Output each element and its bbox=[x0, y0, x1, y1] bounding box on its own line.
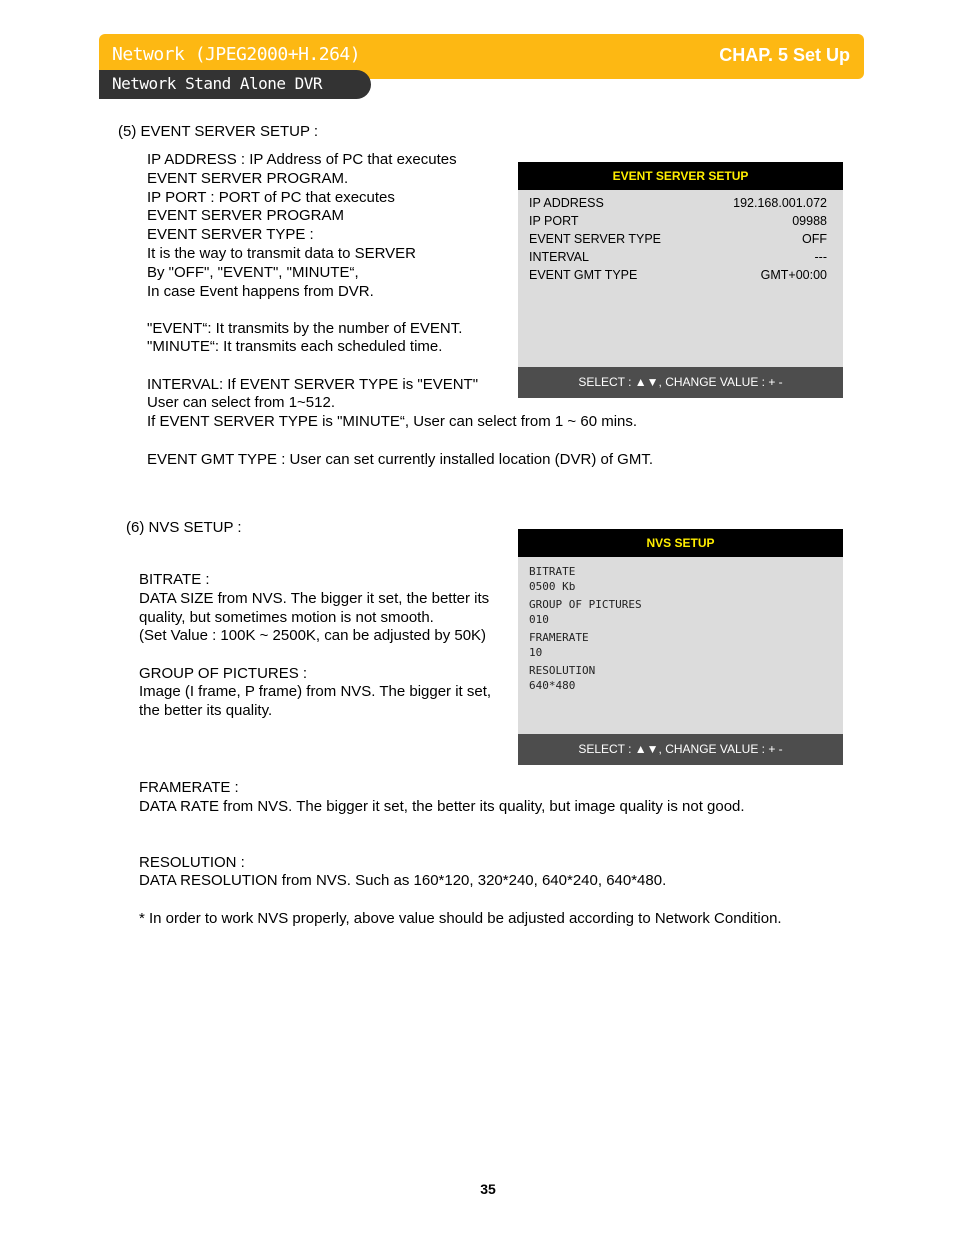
setting-row bbox=[529, 212, 827, 230]
setting-value: OFF bbox=[802, 232, 827, 246]
nvs-text-line: quality, but sometimes motion is not smooth. bbox=[139, 609, 434, 626]
setting-label: IP ADDRESS bbox=[529, 196, 604, 210]
nvs-setup-panel bbox=[518, 529, 843, 765]
panel-title: NVS SETUP bbox=[518, 529, 843, 557]
nvs-setting-value: 0500 Kb bbox=[529, 580, 576, 593]
nvs-text-line: (Set Value : 100K ~ 2500K, can be adjusted by 50K) bbox=[139, 627, 487, 644]
setting-row bbox=[529, 266, 827, 284]
setting-label: EVENT GMT TYPE bbox=[529, 268, 638, 282]
panel-title: EVENT SERVER SETUP bbox=[518, 162, 843, 190]
setting-value: 09988 bbox=[792, 214, 827, 228]
event-text-line: By "OFF", "EVENT", "MINUTE“, bbox=[147, 264, 359, 281]
nvs-setting-label: FRAMERATE bbox=[529, 631, 589, 644]
setting-label: IP PORT bbox=[529, 214, 579, 228]
setting-row bbox=[529, 248, 827, 266]
panel-footer-hint: SELECT : ▲▼, CHANGE VALUE : + - bbox=[518, 367, 843, 398]
event-text-line: It is the way to transmit data to SERVER bbox=[147, 245, 417, 262]
nvs-setting-value: 010 bbox=[529, 613, 549, 626]
event-text-line: "MINUTE“: It transmits each scheduled time. bbox=[147, 338, 443, 355]
event-server-setup-panel bbox=[518, 162, 843, 398]
setting-row bbox=[529, 194, 827, 212]
setting-value: GMT+00:00 bbox=[760, 268, 827, 282]
event-text-line: "EVENT“: It transmits by the number of EVENT. bbox=[147, 320, 463, 337]
nvs-setting-label: RESOLUTION bbox=[529, 664, 596, 677]
setting-value: 192.168.001.072 bbox=[733, 196, 827, 210]
section-heading-event: (5) EVENT SERVER SETUP : bbox=[118, 123, 319, 140]
nvs-note: * In order to work NVS properly, above value should be adjusted according to Network Condition. bbox=[139, 910, 782, 927]
page-number: 35 bbox=[480, 1181, 496, 1197]
header-subtitle: Network Stand Alone DVR bbox=[112, 74, 323, 93]
nvs-setting-value: 10 bbox=[529, 646, 543, 659]
nvs-text-line: DATA RESOLUTION from NVS. Such as 160*120, 320*240, 640*240, 640*480. bbox=[139, 872, 667, 889]
event-text-line: EVENT SERVER TYPE : bbox=[147, 226, 314, 243]
event-text-line: User can select from 1~512. bbox=[147, 394, 336, 411]
nvs-setting-label: BITRATE bbox=[529, 565, 576, 578]
event-text-line: IP PORT : PORT of PC that executes bbox=[147, 189, 395, 206]
nvs-text-line: BITRATE : bbox=[139, 571, 210, 588]
nvs-text-line: the better its quality. bbox=[139, 702, 273, 719]
nvs-setting-label: GROUP OF PICTURES bbox=[529, 598, 642, 611]
nvs-text-line: FRAMERATE : bbox=[139, 779, 239, 796]
nvs-text-line: GROUP OF PICTURES : bbox=[139, 665, 308, 682]
panel-footer-hint: SELECT : ▲▼, CHANGE VALUE : + - bbox=[518, 734, 843, 765]
section-heading-nvs: (6) NVS SETUP : bbox=[126, 519, 242, 536]
header-title: Network (JPEG2000+H.264) bbox=[112, 44, 361, 65]
setting-value: --- bbox=[814, 250, 827, 264]
event-text-line: If EVENT SERVER TYPE is "MINUTE“, User can select from 1 ~ 60 mins. bbox=[147, 413, 638, 430]
nvs-text-line: Image (I frame, P frame) from NVS. The bigger it set, bbox=[139, 683, 492, 700]
nvs-text-line: RESOLUTION : bbox=[139, 854, 245, 871]
event-text-line: In case Event happens from DVR. bbox=[147, 283, 374, 300]
event-text-line: IP ADDRESS : IP Address of PC that executes bbox=[147, 151, 457, 168]
setting-row bbox=[529, 230, 827, 248]
nvs-text-line: DATA RATE from NVS. The bigger it set, the better its quality, but image quality is not good. bbox=[139, 798, 745, 815]
event-text-line: EVENT SERVER PROGRAM. bbox=[147, 170, 349, 187]
event-text-line: INTERVAL: If EVENT SERVER TYPE is "EVENT" bbox=[147, 376, 479, 393]
setting-label: INTERVAL bbox=[529, 250, 589, 264]
nvs-setting-value: 640*480 bbox=[529, 679, 576, 692]
event-text-line: EVENT SERVER PROGRAM bbox=[147, 207, 344, 224]
nvs-text-line: DATA SIZE from NVS. The bigger it set, the better its bbox=[139, 590, 490, 607]
setting-label: EVENT SERVER TYPE bbox=[529, 232, 661, 246]
event-text-line: EVENT GMT TYPE : User can set currently installed location (DVR) of GMT. bbox=[147, 451, 653, 468]
chapter-label: CHAP. 5 Set Up bbox=[719, 45, 850, 65]
